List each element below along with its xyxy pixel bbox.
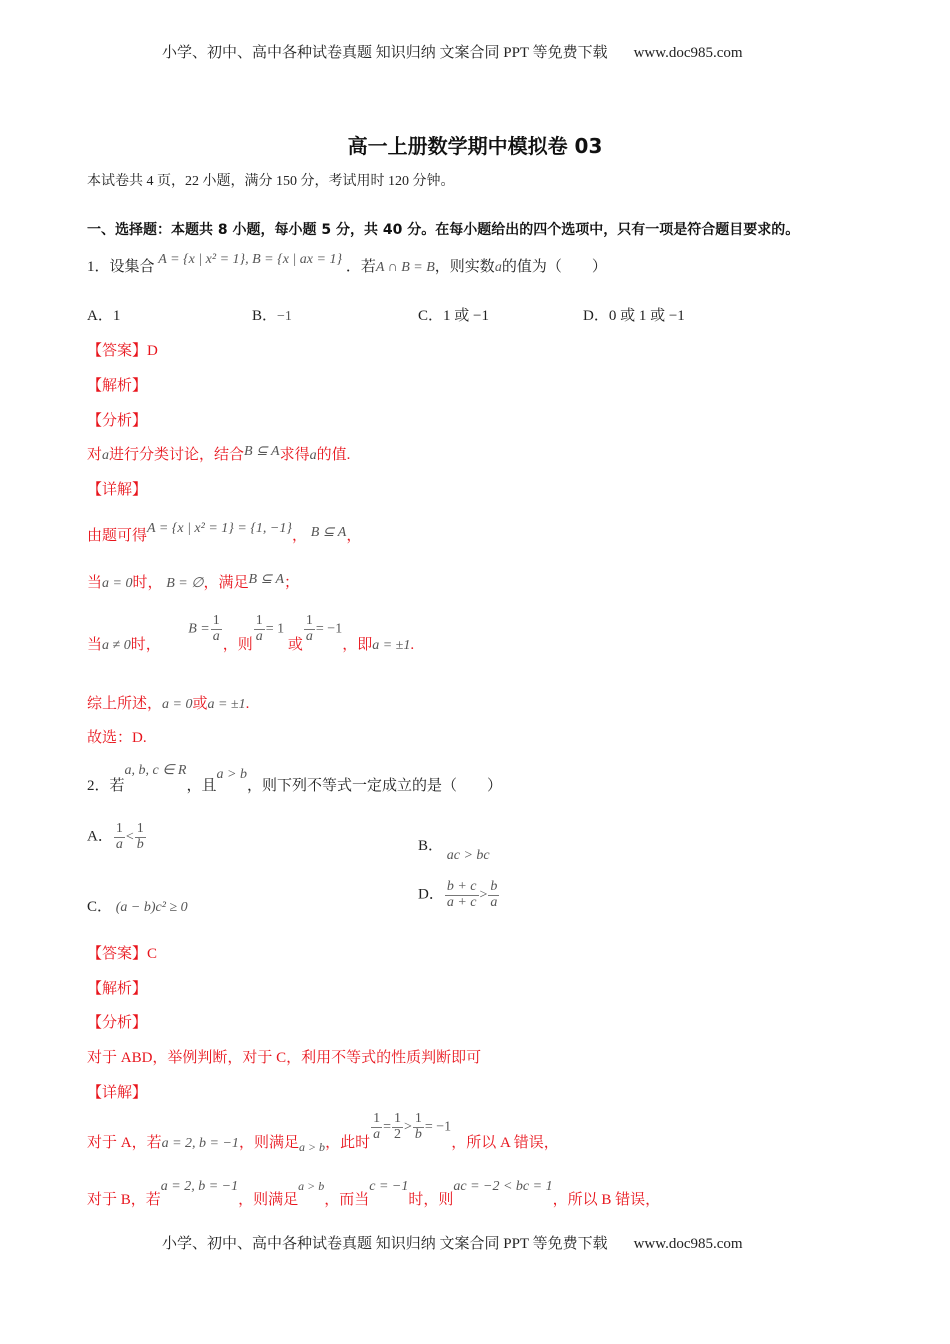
q1-prefix: 1．设集合 bbox=[87, 259, 155, 275]
q2-answer-tag: 【答案】C bbox=[87, 946, 158, 962]
footer-text: 小学、初中、高中各种试卷真题 知识归纳 文案合同 PPT 等免费下载 bbox=[162, 1236, 608, 1252]
q2-option-b[interactable]: B． ac > bc bbox=[418, 838, 490, 863]
q1-xiangjie-tag: 【详解】 bbox=[87, 482, 148, 498]
page-header bbox=[162, 41, 743, 62]
intro-text: 本试卷共 4 页，22 小题，满分 150 分，考试用时 120 分钟。 bbox=[87, 174, 455, 189]
q1-option-b[interactable]: B．−1 bbox=[252, 308, 292, 324]
q1-fenxi: 对a进行分类讨论，结合B ⊆ A求得a的值. bbox=[87, 444, 351, 463]
q1-option-d[interactable]: D．0 或 1 或 −1 bbox=[583, 308, 685, 324]
q1-line2: 当a = 0时， B = ∅，满足B ⊆ A； bbox=[87, 572, 300, 591]
footer-url[interactable]: www.doc985.com bbox=[633, 1236, 743, 1252]
q1-option-a[interactable]: A．1 bbox=[87, 308, 121, 324]
q1-conclusion: 故选：D. bbox=[87, 730, 147, 746]
q2-fenxi-tag: 【分析】 bbox=[87, 1015, 148, 1031]
q1-suffix1: ，则实数 bbox=[434, 259, 495, 275]
q1-math-sets: A = {x | x² = 1}, B = {x | ax = 1} bbox=[158, 252, 343, 267]
q2-option-c[interactable]: C． (a − b)c² ≥ 0 bbox=[87, 899, 188, 915]
q1-jiexi-tag: 【解析】 bbox=[87, 378, 148, 394]
q1-suffix2: 的值为（ ） bbox=[501, 259, 607, 275]
q2-option-d[interactable]: D． $\frac{b + c}{a + c}$ > $\frac{b}{a}$ bbox=[418, 879, 498, 910]
q2-line-b: 对于 B，若a = 2, b = −1，则满足$^{a > b}$，而当c = −1时，则ac = −2 < bc = 1，所以 B 错误， bbox=[87, 1179, 661, 1208]
page-footer bbox=[162, 1232, 743, 1253]
q1-line4: 综上所述，a = 0或a = ±1. bbox=[87, 696, 250, 712]
q1-math-cond: A ∩ B = B bbox=[375, 260, 435, 275]
question-1 bbox=[87, 252, 607, 276]
q2-option-a[interactable]: A． $\frac{1}{a}$ < $\frac{1}{b}$ bbox=[87, 821, 144, 852]
q1-mid: ．若 bbox=[345, 259, 376, 275]
q2-line-a: 对于 A，若a = 2, b = −1，则满足$_{a > b}$，此时 $\frac{1}{a}$ = $\frac{1}{2}$ > $\frac{1}{b}$ = −1，所以 A 错误， bbox=[87, 1111, 559, 1154]
header-text: 小学、初中、高中各种试卷真题 知识归纳 文案合同 PPT 等免费下载 bbox=[162, 45, 608, 61]
q2-xiangjie-tag: 【详解】 bbox=[87, 1085, 148, 1101]
q1-var: a bbox=[494, 260, 502, 275]
q1-line3: 当a ≠ 0时， B = $\frac{1}{a}$ ，则 $\frac{1}{a}$ = 1 或 $\frac{1}{a}$ = −1，即a = ±1. bbox=[87, 613, 415, 653]
page-title: 高一上册数学期中模拟卷 03 bbox=[347, 134, 603, 158]
section-heading: 一、选择题：本题共 8 小题，每小题 5 分，共 40 分。在每小题给出的四个选项中，只有一项是符合题目要求的。 bbox=[87, 222, 800, 238]
q2-fenxi: 对于 ABD，举例判断，对于 C，利用不等式的性质判断即可 bbox=[87, 1050, 482, 1066]
q1-fenxi-tag: 【分析】 bbox=[87, 413, 148, 429]
q2-jiexi-tag: 【解析】 bbox=[87, 981, 148, 997]
q1-option-c[interactable]: C．1 或 −1 bbox=[418, 308, 489, 324]
header-url[interactable]: www.doc985.com bbox=[633, 45, 743, 61]
q1-answer-tag: 【答案】D bbox=[87, 343, 158, 359]
q1-line1: 由题可得A = {x | x² = 1} = {1, −1}， B ⊆ A， bbox=[87, 521, 362, 544]
question-2: 2．若a, b, c ∈ R，且a > b，则下列不等式一定成立的是（ ） bbox=[87, 763, 502, 794]
